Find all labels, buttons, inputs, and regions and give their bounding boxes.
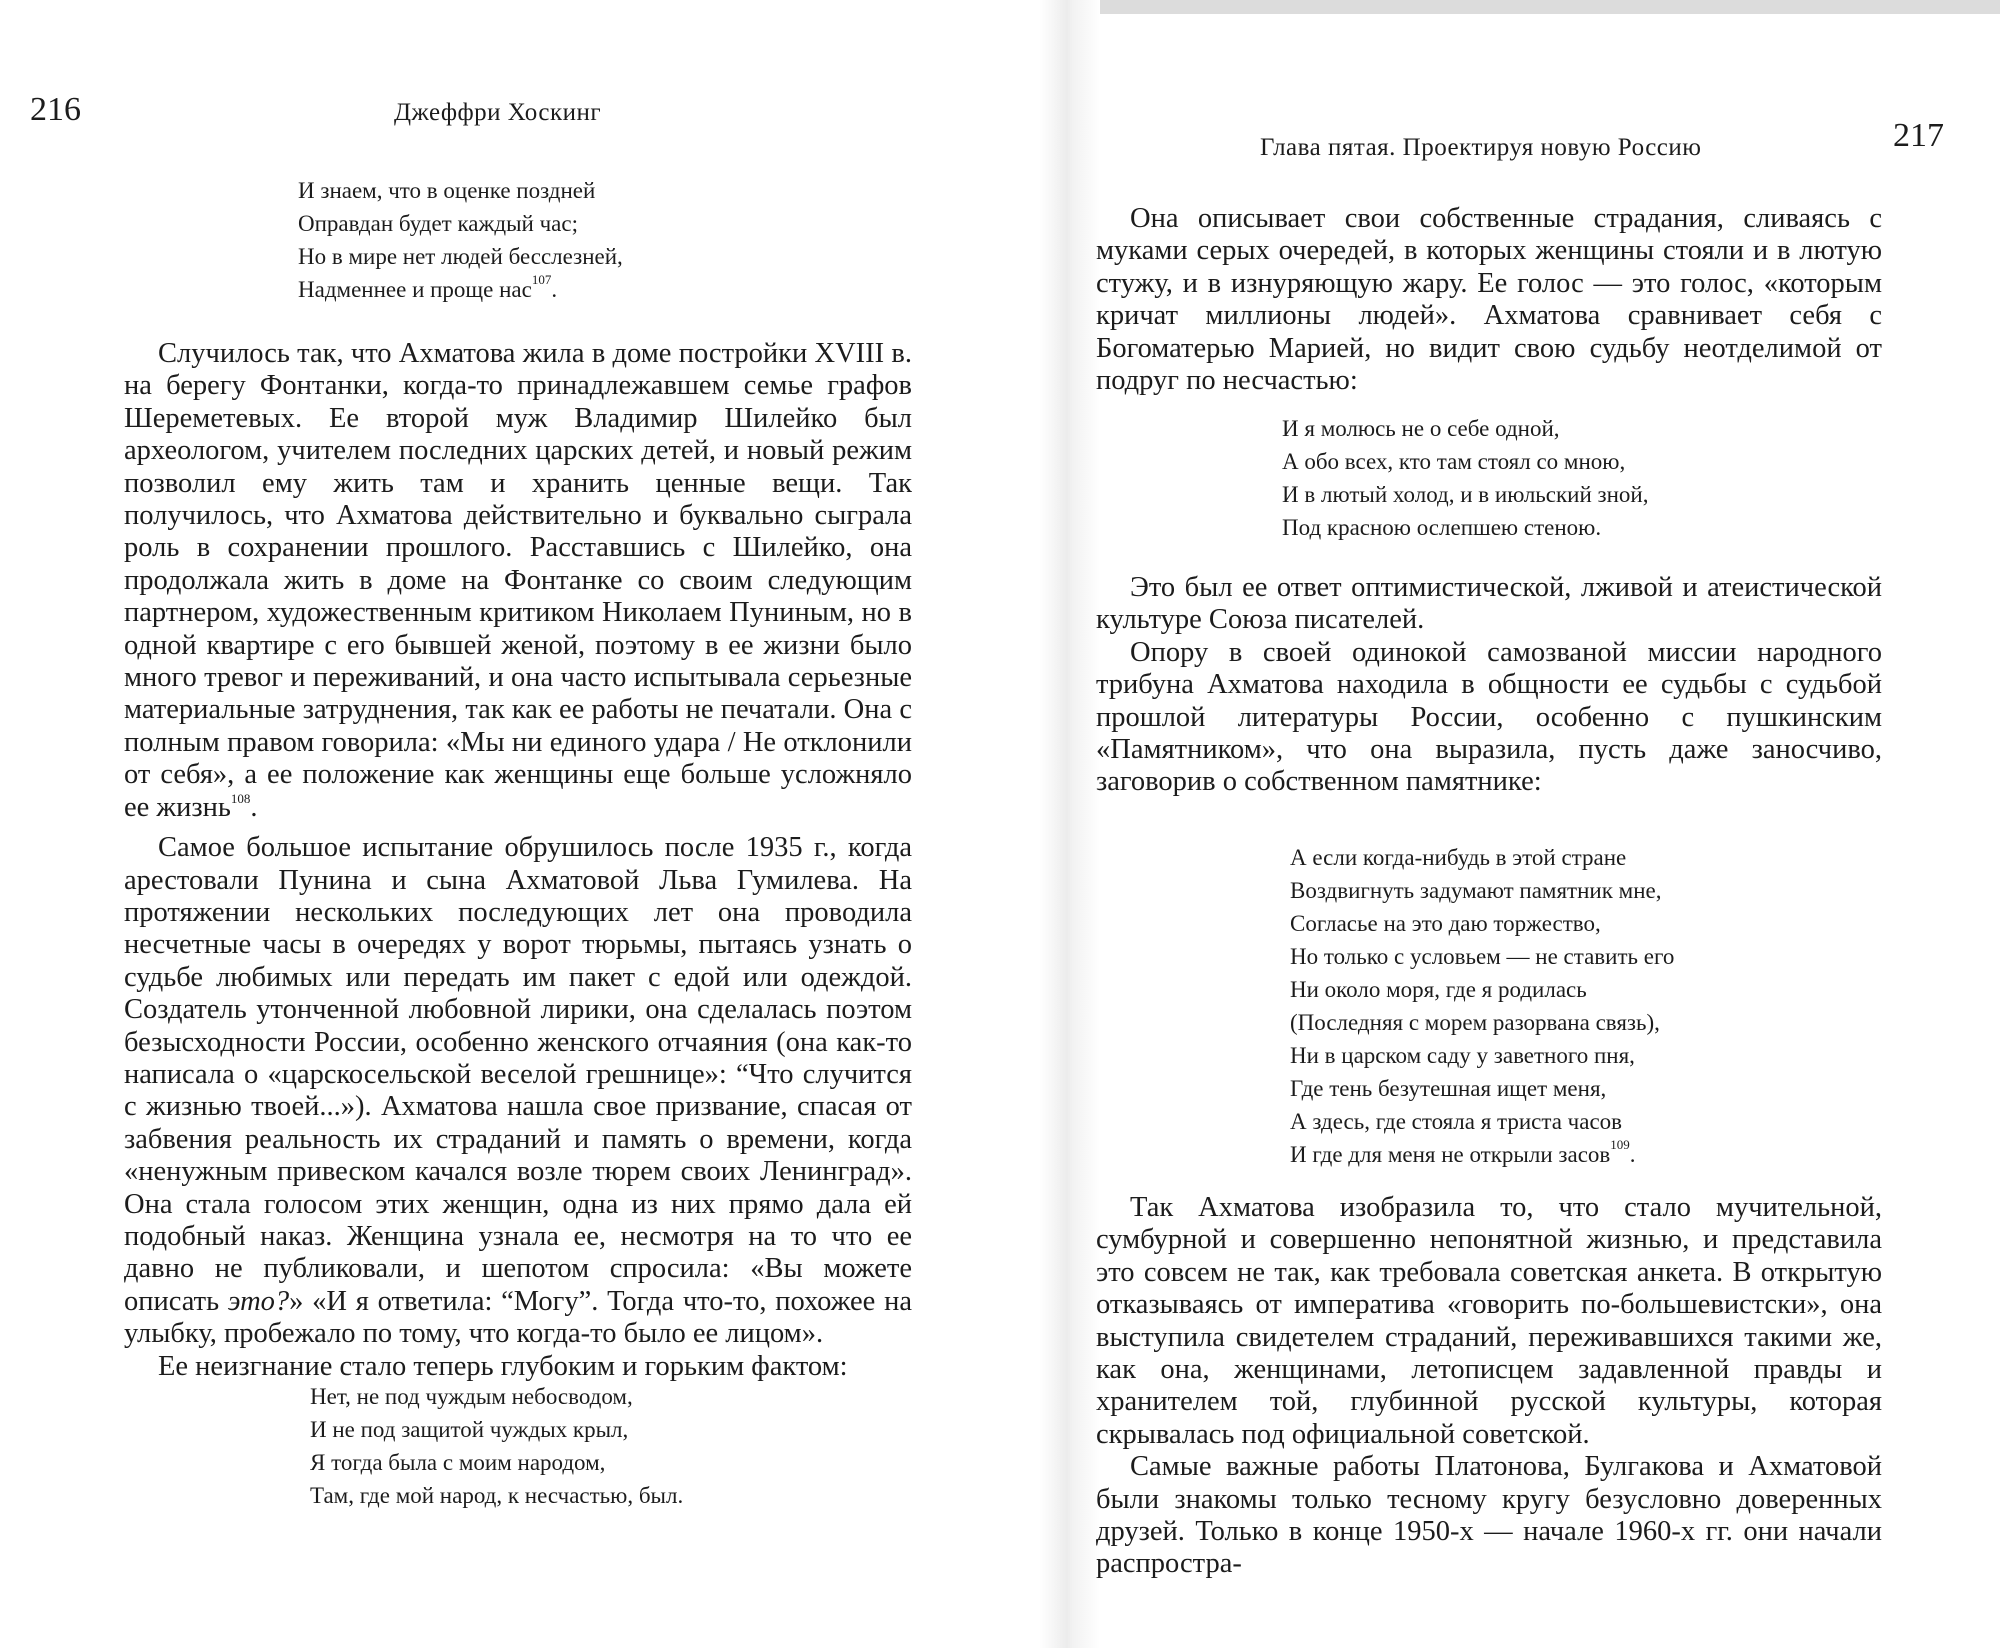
- footnote-ref: 108: [230, 790, 251, 806]
- running-head: Глава пятая. Проектируя новую Россию: [1260, 134, 1702, 161]
- verse-line: И знаем, что в оценке поздней: [298, 178, 596, 203]
- verse-line: А обо всех, кто там стоял со мною,: [1282, 449, 1626, 474]
- right-page: [1060, 0, 2000, 1648]
- verse-line: Где тень безутешная ищет меня,: [1290, 1076, 1607, 1101]
- verse-line: Но только с условьем — не ставить его: [1290, 944, 1675, 969]
- page-number: 216: [30, 91, 81, 128]
- verse-line: Ни около моря, где я родилась: [1290, 977, 1587, 1002]
- verse-line: Надменнее и проще нас$^{107}$.: [298, 272, 558, 302]
- body-text: [124, 338, 912, 1383]
- verse-line: Я тогда была с моим народом,: [310, 1450, 606, 1475]
- verse-line: Воздвигнуть задумают памятник мне,: [1290, 878, 1662, 903]
- paragraph: Самые важные работы Платонова, Булгакова и Ахматовой были знакомы только тесному кругу безусловно доверенных друзей. Только в конце 1950-х — начале 1960-х гг. они начали распростра-: [1096, 1451, 1882, 1580]
- verse-line: Нет, не под чуждым небосводом,: [310, 1384, 633, 1409]
- verse-line: И где для меня не открыли засов$^{109}$.: [1290, 1137, 1636, 1167]
- verse-line: А здесь, где стояла я триста часов: [1290, 1109, 1623, 1134]
- paragraph: Это был ее ответ оптимистической, лживой и атеистической культуре Союза писателей.: [1096, 572, 1882, 636]
- body-text: [1096, 572, 1882, 799]
- paragraph: Опору в своей одинокой самозваной миссии народного трибуна Ахматова находила в общности ее судьбы с судьбой прошлой литературы России, особенно с пушкинским «Памятником», что она выразила, пусть даже заносчиво, заговорив о собственном памятнике:: [1096, 636, 1882, 798]
- running-head: Джеффри Хоскинг: [394, 99, 602, 126]
- body-text: [1096, 1192, 1882, 1581]
- verse-line: Там, где мой народ, к несчастью, был.: [310, 1483, 684, 1508]
- verse-line: И не под защитой чуждых крыл,: [310, 1417, 629, 1442]
- verse-stanza: [1282, 412, 1648, 544]
- body-text: [1096, 203, 1882, 397]
- paragraph: Случилось так, что Ахматова жила в доме постройки XVIII в. на берегу Фонтанки, когда-то принадлежавшем семье графов Шереметевых. Ее второй муж Владимир Шилейко был археологом, учителем последних царских детей, и новый режим позволил ему жить там и хранить ценные вещи. Так получилось, что Ахматова действительно и буквально сыграла роль в сохранении прошлого. Расставшись с Шилейко, она продолжала жить в доме на Фонтанке со своим следующим партнером, художественным критиком Николаем Пуниным, но в одной квартире с его бывшей женой, поэтому в ее жизни было много тревог и переживаний, и она часто испытывала серьезные материальные затруднения, так как ее работы не печатали. Она с полным правом говорила: «Мы ни единого удара / Не отклонили от себя», а ее положение как женщины еще больше усложняло ее жизнь$^{108}$.: [124, 338, 912, 823]
- verse-line: А если когда-нибудь в этой стране: [1290, 845, 1627, 870]
- verse-line: Согласье на это даю торжество,: [1290, 911, 1601, 936]
- paragraph: Ее неизгнание стало теперь глубоким и горьким фактом:: [158, 1350, 848, 1382]
- paragraph: Она описывает свои собственные страдания, сливаясь с муками серых очередей, в которых женщины стояли и в лютую стужу, и в изнуряющую жару. Ее голос — это голос, «которым кричат миллионы людей». Ахматова сравнивает себя с Богоматерью Марией, но видит свою судьбу неотделимой от подруг по несчастью:: [1096, 203, 1882, 397]
- verse-stanza: [298, 174, 623, 306]
- verse-line: Под красною ослепшею стеною.: [1282, 515, 1602, 540]
- verse-line: (Последняя с морем разорвана связь),: [1290, 1010, 1660, 1035]
- verse-line: Оправдан будет каждый час;: [298, 211, 578, 236]
- verse-line: И в лютый холод, и в июльский зной,: [1282, 482, 1649, 507]
- paragraph: Самое большое испытание обрушилось после 1935 г., когда арестовали Пунина и сына Ахматовой Льва Гумилева. На протяжении нескольких последующих лет она проводила несчетные часы в очередях у ворот тюрьмы, пытаясь узнать о судьбе любимых или передать им пакет с едой или одеждой. Создатель утонченной любовной лирики, она сделалась поэтом безысходности России, особенно женского отчаяния (она как-то написала о «царскосельской веселой грешнице»: “Что случится с жизнью твоей...»). Ахматова нашла свое призвание, спасая от забвения реальность их страданий и память о времени, когда «ненужным привеском качался возле тюрем своих Ленинград». Она стала голосом этих женщин, одна из них прямо дала ей подобный наказ. Женщина узнала ее, несмотря на то что ее давно не публиковали, и шепотом спросила: «Вы можете описать это?» «И я ответила: “Могу”. Тогда что-то, похожее на улыбку, пробежало по тому, что когда-то было ее лицом».: [124, 832, 912, 1350]
- verse-stanza: [1290, 841, 1674, 1171]
- verse-line: И я молюсь не о себе одной,: [1282, 416, 1560, 441]
- paragraph: Так Ахматова изобразила то, что стало мучительной, сумбурной и совершенно непонятной жизнью, и представила это совсем не так, как требовала советская анкета. В открытую отказываясь от императива «говорить по-большевистски», она выступила свидетелем страданий, переживавшихся такими же, как она, женщинами, летописцем задавленной правды и хранителем той, глубинной русской культуры, которая скрывалась под официальной советской.: [1096, 1192, 1882, 1450]
- footnote-ref: 107: [531, 272, 552, 287]
- verse-line: Ни в царском саду у заветного пня,: [1290, 1043, 1635, 1068]
- italic-word: это?: [227, 1285, 290, 1317]
- verse-line: Но в мире нет людей бесслезней,: [298, 244, 623, 269]
- verse-stanza: [310, 1380, 683, 1512]
- footnote-ref: 109: [1610, 1137, 1630, 1152]
- page-number: 217: [1893, 117, 1944, 154]
